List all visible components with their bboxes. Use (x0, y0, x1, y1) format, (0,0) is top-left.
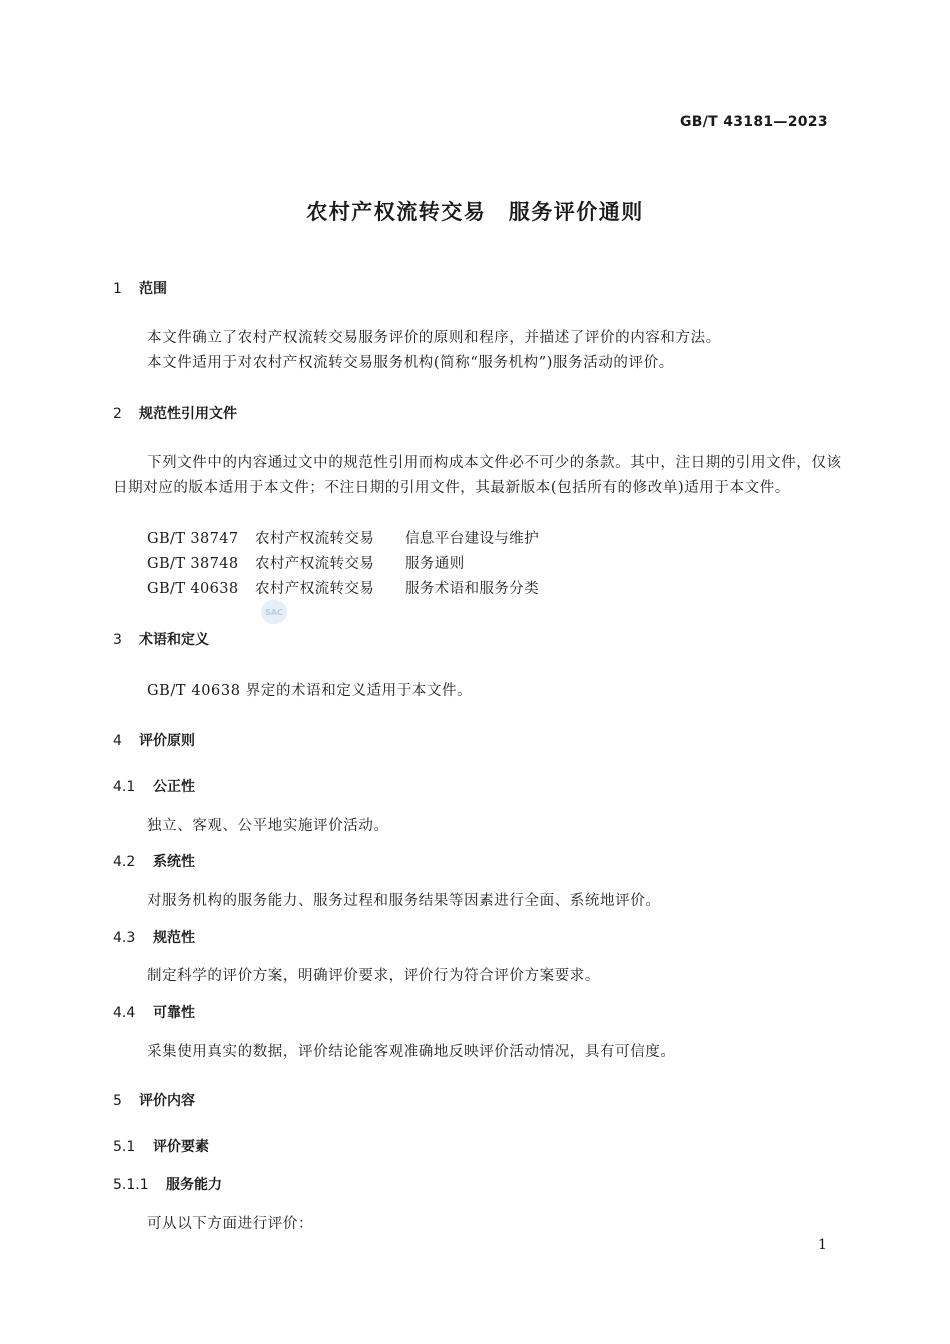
subsection-number: 5.1 (113, 1139, 136, 1155)
section-title: 术语和定义 (139, 632, 209, 648)
subsection-5-1-1-heading (113, 1174, 222, 1194)
subsection-title: 服务能力 (166, 1177, 222, 1193)
subsection-4-3-heading (113, 927, 195, 947)
watermark-text: SAC (265, 608, 283, 617)
section-title: 评价原则 (139, 733, 195, 749)
reference-title: 服务术语和服务分类 (405, 581, 540, 597)
subsection-number: 5.1.1 (113, 1177, 149, 1193)
reference-code: GB/T 38748 (147, 556, 239, 572)
scope-paragraph-2: 本文件适用于对农村产权流转交易服务机构(简称“服务机构”)服务活动的评价。 (147, 355, 674, 371)
subsection-4-3-text: 制定科学的评价方案，明确评价要求，评价行为符合评价方案要求。 (147, 968, 600, 984)
reference-topic: 农村产权流转交易 (255, 581, 375, 597)
subsection-4-4-heading (113, 1002, 195, 1022)
subsection-4-2-text: 对服务机构的服务能力、服务过程和服务结果等因素进行全面、系统地评价。 (147, 893, 661, 909)
section-3-heading (113, 629, 209, 649)
subsection-number: 4.2 (113, 854, 136, 870)
subsection-number: 4.4 (113, 1005, 136, 1021)
subsection-4-1-text: 独立、客观、公平地实施评价活动。 (147, 818, 389, 834)
section-title: 规范性引用文件 (139, 406, 237, 422)
reference-item (147, 552, 465, 573)
reference-title: 信息平台建设与维护 (405, 531, 540, 547)
section-4-heading (113, 730, 195, 750)
terms-paragraph: GB/T 40638 界定的术语和定义适用于本文件。 (147, 683, 473, 699)
subsection-4-4-text: 采集使用真实的数据，评价结论能客观准确地反映评价活动情况，具有可信度。 (147, 1044, 676, 1060)
subsection-title: 规范性 (153, 930, 195, 946)
section-title: 评价内容 (139, 1093, 195, 1109)
reference-title: 服务通则 (405, 556, 465, 572)
subsection-number: 4.3 (113, 930, 136, 946)
section-5-heading (113, 1090, 195, 1110)
subsection-title: 评价要素 (153, 1139, 209, 1155)
section-number: 4 (113, 733, 122, 749)
sac-watermark-logo (261, 600, 287, 624)
section-number: 2 (113, 406, 122, 422)
subsection-4-1-heading (113, 776, 195, 796)
section-number: 5 (113, 1093, 122, 1109)
subsection-title: 公正性 (153, 779, 195, 795)
reference-item (147, 527, 539, 548)
reference-item (147, 577, 539, 598)
section-number: 1 (113, 281, 122, 297)
subsection-4-2-heading (113, 851, 195, 871)
section-2-heading (113, 403, 237, 423)
reference-topic: 农村产权流转交易 (255, 556, 375, 572)
subsection-5-1-heading (113, 1136, 209, 1156)
section-1-heading (113, 278, 167, 298)
subsection-5-1-1-text: 可从以下方面进行评价： (147, 1216, 314, 1232)
reference-code: GB/T 38747 (147, 531, 239, 547)
normative-references-intro: 下列文件中的内容通过文中的规范性引用而构成本文件必不可少的条款。其中，注日期的引用文件，仅该日期对应的版本适用于本文件；不注日期的引用文件，其最新版本(包括所有的修改单)适用于本文件。 (113, 455, 842, 496)
scope-paragraph-1: 本文件确立了农村产权流转交易服务评价的原则和程序，并描述了评价的内容和方法。 (147, 330, 721, 346)
reference-topic: 农村产权流转交易 (255, 531, 375, 547)
section-title: 范围 (139, 281, 167, 297)
reference-code: GB/T 40638 (147, 581, 239, 597)
page-number: 1 (818, 1237, 827, 1253)
subsection-number: 4.1 (113, 779, 136, 795)
standard-code: GB/T 43181—2023 (680, 114, 828, 130)
document-title: 农村产权流转交易 服务评价通则 (306, 200, 644, 224)
subsection-title: 可靠性 (153, 1005, 195, 1021)
section-number: 3 (113, 632, 122, 648)
subsection-title: 系统性 (153, 854, 195, 870)
